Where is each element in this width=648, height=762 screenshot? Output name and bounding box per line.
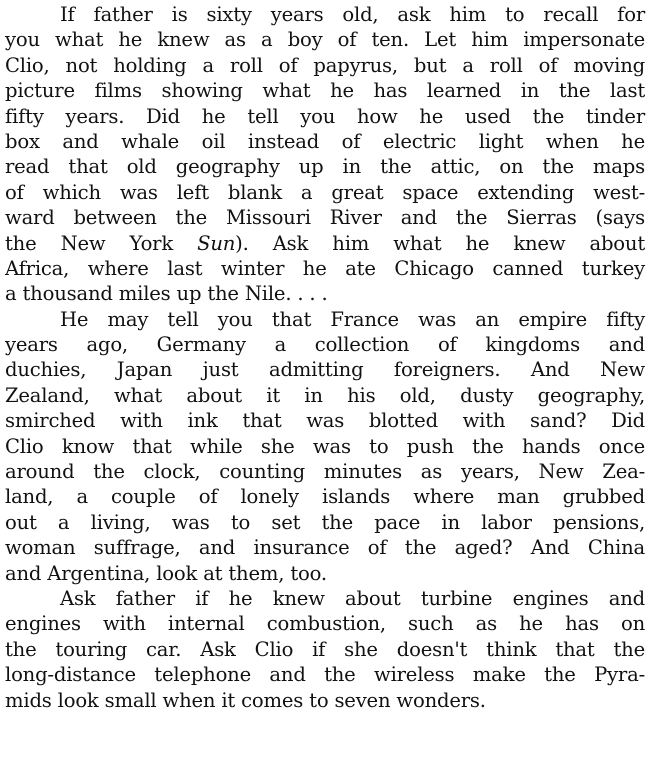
text-line: mids look small when it comes to seven wonders. — [5, 688, 486, 712]
paragraph-2 — [5, 307, 645, 586]
article-text — [5, 2, 645, 713]
text-line: Zealand, what about it in his old, dusty geography, — [5, 383, 645, 407]
paragraph-3 — [5, 586, 645, 713]
text-line: smirched with ink that was blotted with sand? Did — [5, 409, 645, 433]
text-line: Africa, where last winter he ate Chicago canned turkey — [5, 256, 645, 280]
text-line: ward between the Missouri River and the Sierras (says — [5, 206, 645, 230]
text-line: and Argentina, look at them, too. — [5, 561, 327, 585]
text-line: woman suffrage, and insurance of the aged? And China — [5, 536, 645, 560]
text-line: land, a couple of lonely islands where man grubbed — [5, 485, 645, 509]
text-line: Clio, not holding a roll of papyrus, but a roll of moving — [5, 53, 645, 77]
text-line: Clio know that while she was to push the hands once — [5, 434, 645, 458]
text-line: duchies, Japan just admitting foreigners. And New — [5, 358, 645, 382]
text-line: you what he knew as a boy of ten. Let him impersonate — [5, 28, 645, 52]
text-line: read that old geography up in the attic, on the maps — [5, 155, 645, 179]
text-line: If father is sixty years old, ask him to recall for — [60, 3, 645, 26]
text-line: engines with internal combustion, such as he has on — [5, 612, 645, 636]
text-line: picture films showing what he has learned in the last — [5, 79, 645, 103]
text-line: out a living, was to set the pace in labor pensions, — [5, 510, 645, 534]
text-line: a thousand miles up the Nile. . . . — [5, 282, 328, 306]
text-line: the touring car. Ask Clio if she doesn't think that the — [5, 637, 645, 661]
text-line: box and whale oil instead of electric light when he — [5, 129, 645, 153]
paragraph-1 — [5, 2, 645, 307]
text-line: long-distance telephone and the wireless make the Pyra- — [5, 663, 645, 687]
text-line: around the clock, counting minutes as years, New Zea- — [5, 460, 645, 484]
text-line-with-italic: the New York Sun). Ask him what he knew about — [5, 231, 645, 255]
text-line: of which was left blank a great space extending west- — [5, 180, 645, 204]
text-line: fifty years. Did he tell you how he used the tinder — [5, 104, 645, 128]
text-line: He may tell you that France was an empire fifty — [60, 307, 645, 331]
italic-newspaper-title: Sun — [197, 231, 236, 255]
text-line: Ask father if he knew about turbine engines and — [60, 586, 645, 610]
text-line: years ago, Germany a collection of kingdoms and — [5, 333, 645, 357]
